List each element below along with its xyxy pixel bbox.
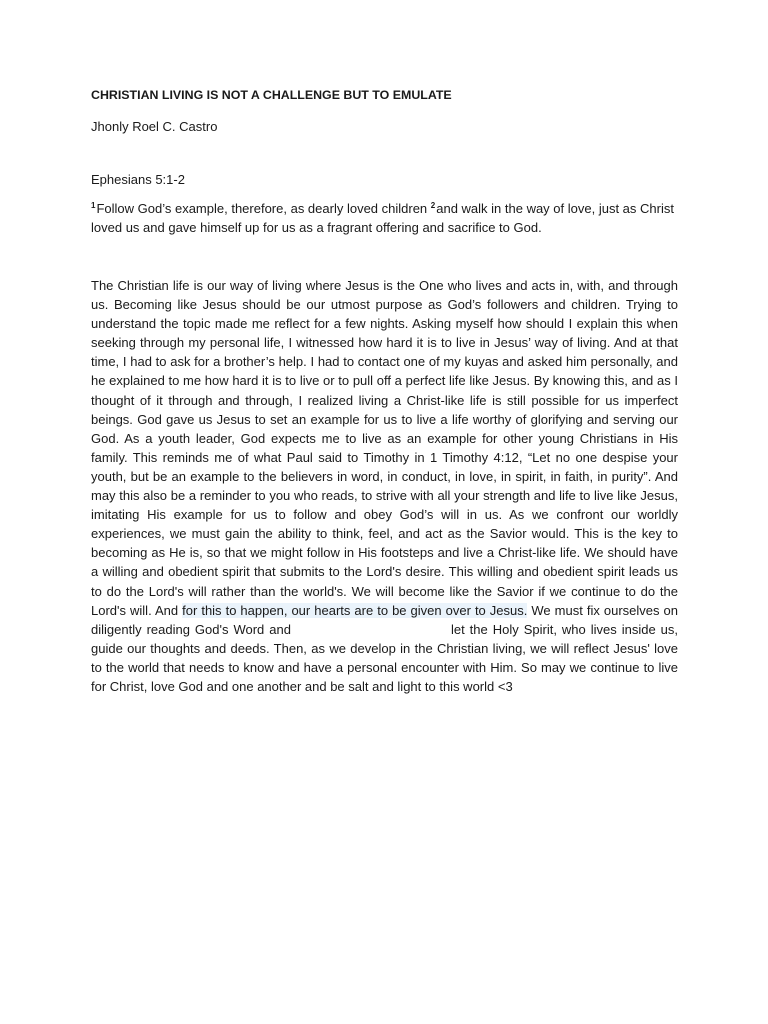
verse-part-2: and walk in the way of love, just as Christ loved us and gave himself up for us as a fragrant offering and sacrifice to God. bbox=[91, 201, 674, 235]
author-name: Jhonly Roel C. Castro bbox=[91, 119, 218, 134]
document-page bbox=[91, 88, 678, 709]
body-text-middle: We must fix ourselves on diligently reading God's Word and bbox=[91, 602, 678, 637]
verse-part-1: Follow God’s example, therefore, as dearly loved children bbox=[96, 201, 431, 216]
document-title: CHRISTIAN LIVING IS NOT A CHALLENGE BUT TO EMULATE bbox=[91, 88, 452, 102]
verse-number-2: 2 bbox=[430, 201, 436, 210]
body-text-end: let the Holy Spirit, who lives inside us, guide our thoughts and deeds. Then, as we develop in the Christian living, we will reflect Jesus' love to the world that needs to know and have a personal encounter with Him. So may we continue to live for Christ, love God and one another and be salt and light to this world <3 bbox=[91, 621, 679, 694]
verse-number-1: 1 bbox=[91, 201, 96, 210]
scripture-reference: Ephesians 5:1-2 bbox=[91, 172, 185, 187]
body-text-start: The Christian life is our way of living where Jesus is the One who lives and acts in, with, and through us. Becoming like Jesus should be our utmost purpose as God’s followers and children. Trying to understand the topic made me reflect for a few nights. Asking myself how should I explain this when seeking through my personal life, I witnessed how hard it is to live in Jesus’ way of living. And at that time, I had to ask for a brother’s help. I had to contact one of my kuyas and asked him personally, and he explained to me how hard it is to live or to pull off a perfect life like Jesus. By knowing this, and as I thought of it through and through, I realized living a Christ-like life is still possible for us imperfect beings. God gave us Jesus to set an example for us to live a life worthy of glorifying and serving our God. As a youth leader, God expects me to live as an example for other young Christians in His family. This reminds me of what Paul said to Timothy in 1 Timothy 4:12, “Let no one despise your youth, but be an example to the believers in word, in conduct, in love, in spirit, in faith, in purity”. And may this also be a reminder to you who reads, to strive with all your strength and life to live like Jesus, imitating His example for us to follow and obey God’s will in us. As we confront our worldly experiences, we must gain the ability to think, feel, and act as the Savior would. This is the key to becoming as He is, so that we might follow in His footsteps and live a Christ-like life. We should have a willing and obedient spirit that submits to the Lord's desire. This willing and obedient spirit leads us to do the Lord's will rather than the world's. We will become like the Savior if we continue to do the Lord's will. And bbox=[91, 278, 678, 618]
body-paragraph bbox=[91, 276, 678, 696]
highlighted-text: for this to happen, our hearts are to be given over to Jesus. bbox=[182, 602, 528, 618]
scripture-verse bbox=[91, 199, 678, 237]
